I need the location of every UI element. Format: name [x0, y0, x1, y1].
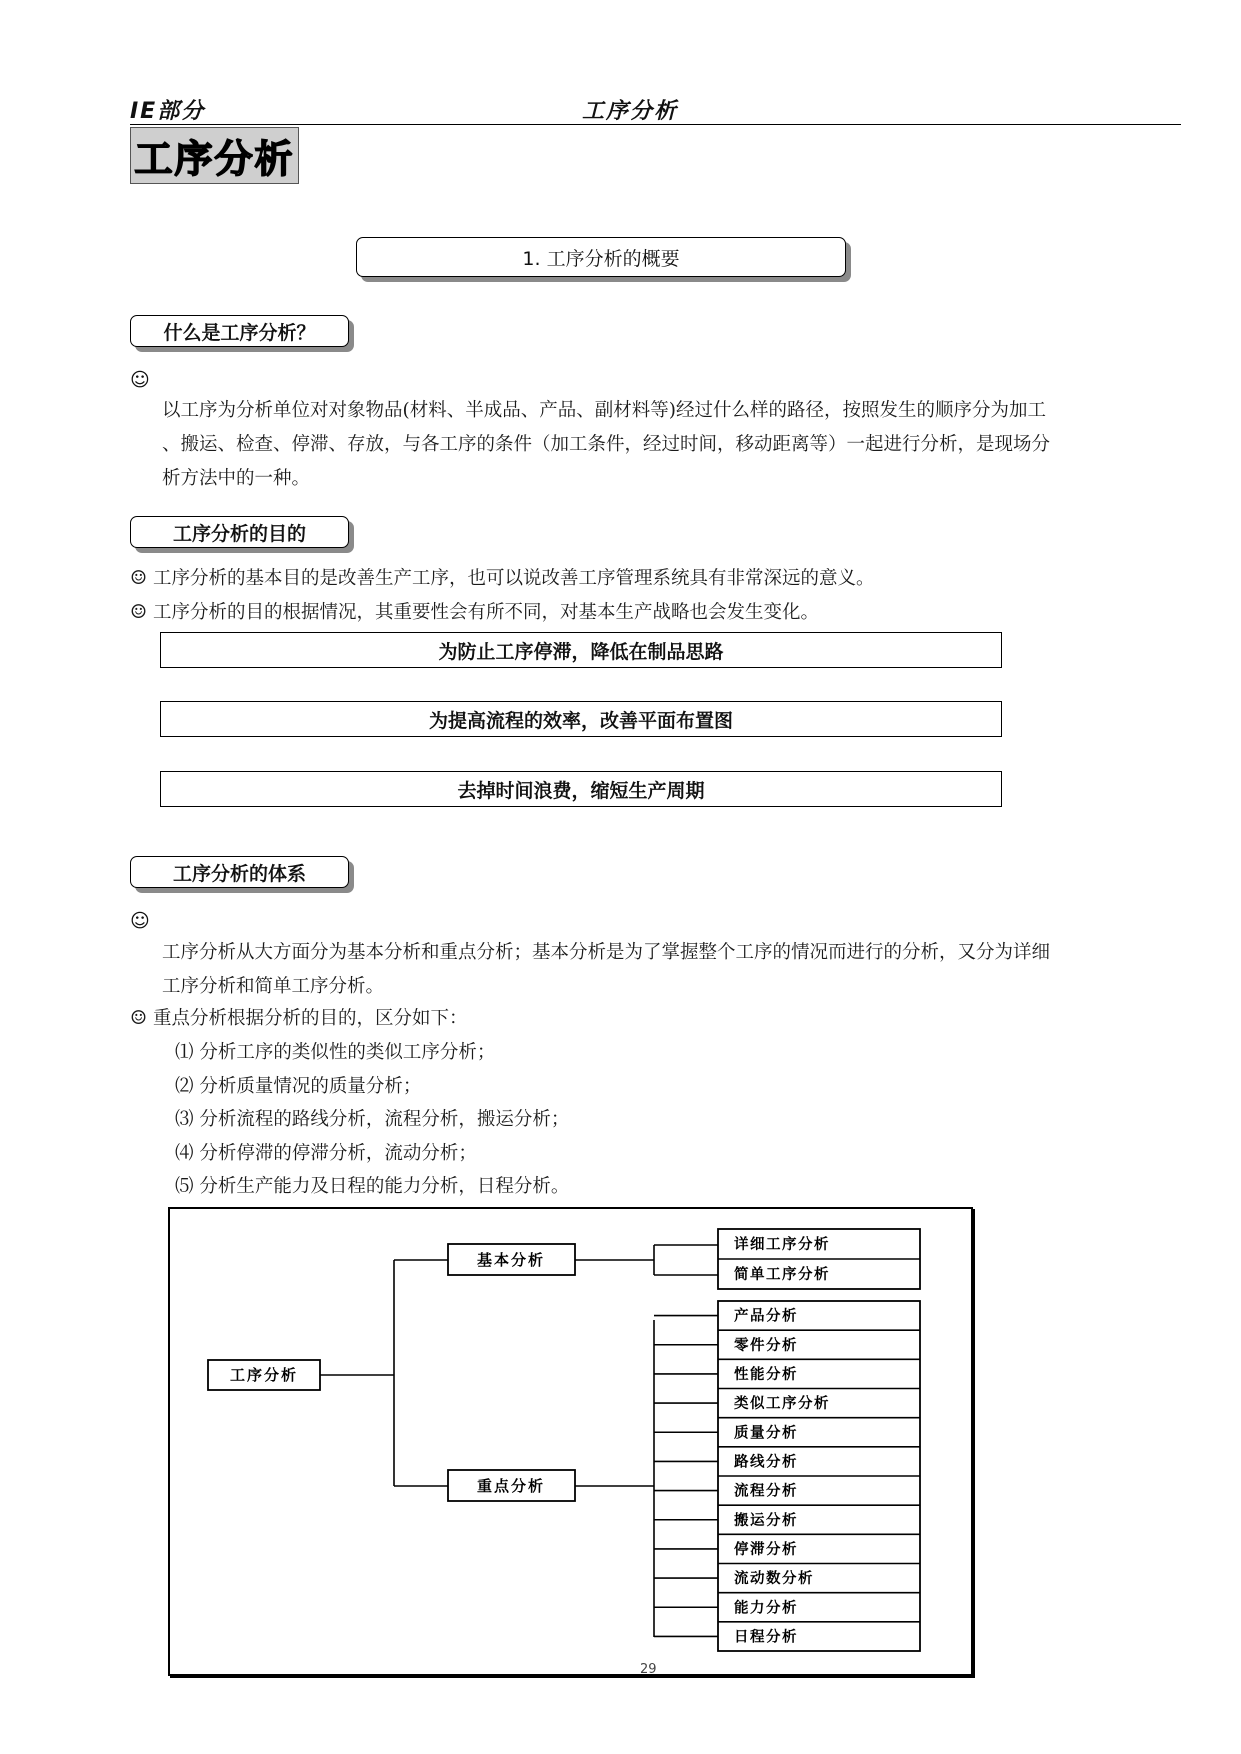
system-line: 工序分析和简单工序分析。	[162, 976, 385, 997]
system-heading-text: 工序分析的体系	[172, 862, 306, 885]
focus-child-label: 零件分析	[734, 1337, 798, 1354]
focus-child-label: 流程分析	[734, 1483, 798, 1500]
focus-child-label: 流动数分析	[734, 1571, 814, 1588]
basic-child-label: 简单工序分析	[734, 1267, 830, 1283]
smiley-icon: ☺	[130, 601, 148, 623]
focus-child-label: 质量分析	[734, 1425, 798, 1442]
system-item: ⑸ 分析生产能力及日程的能力分析，日程分析。	[175, 1176, 570, 1197]
goal-text: 去掉时间浪费，缩短生产周期	[457, 779, 705, 802]
purpose-heading-text: 工序分析的目的	[172, 522, 306, 545]
header-rule	[130, 124, 1181, 125]
section-title-text: 1. 工序分析的概要	[522, 247, 680, 270]
basic-label: 基本分析	[476, 1251, 546, 1269]
basic-child-label: 详细工序分析	[734, 1237, 830, 1253]
focus-label: 重点分析	[476, 1477, 546, 1495]
focus-child-label: 搬运分析	[734, 1512, 798, 1529]
system-item: ⑷ 分析停滞的停滞分析，流动分析；	[175, 1142, 477, 1164]
purpose-bullet	[130, 562, 1180, 596]
focus-child-label: 产品分析	[734, 1308, 798, 1325]
focus-child-label: 能力分析	[734, 1600, 798, 1617]
focus-child-label: 日程分析	[734, 1629, 798, 1646]
system-heading	[130, 856, 349, 888]
what-is-heading	[130, 315, 349, 347]
system-items	[175, 1036, 569, 1204]
what-is-line: 析方法中的一种。	[162, 468, 311, 489]
system-line: 工序分析从大方面分为基本分析和重点分析；基本分析是为了掌握整个工序的情况而进行的分析，又分为详细	[162, 942, 1051, 963]
focus-child-label: 停滞分析	[734, 1541, 798, 1558]
smiley-icon: ☺	[130, 567, 148, 589]
system-item: ⑶ 分析流程的路线分析，流程分析，搬运分析；	[175, 1109, 570, 1130]
page-number: 29	[640, 1662, 657, 1677]
header-left: IE部分	[130, 99, 206, 124]
goal-text: 为防止工序停滞，降低在制品思路	[438, 640, 724, 663]
smiley-icon: ☺	[130, 910, 150, 932]
title-block-text: 工序分析	[134, 137, 295, 181]
system-bullet-text: 重点分析根据分析的目的，区分如下：	[152, 1008, 468, 1029]
title-block	[130, 127, 299, 184]
tree-svg	[170, 1209, 971, 1674]
purpose-bullets	[130, 562, 1180, 630]
purpose-bullet	[130, 596, 1180, 630]
smiley-icon: ☺	[130, 369, 150, 391]
what-is-line: 、搬运、检查、停滞、存放，与各工序的条件（加工条件，经过时间，移动距离等）一起进行分析，是现场分	[162, 434, 1051, 455]
focus-child-label: 路线分析	[734, 1454, 798, 1471]
what-is-heading-text: 什么是工序分析？	[163, 321, 316, 344]
purpose-heading	[130, 516, 349, 548]
focus-ticks	[654, 1316, 718, 1637]
tree-labels	[230, 1251, 545, 1495]
goal-box	[160, 771, 1002, 807]
what-is-line: 以工序为分析单位对对象物品(材料、半成品、产品、副材料等)经过什么样的路径，按照发生的顺序分为加工	[162, 400, 1046, 421]
section-title	[356, 237, 846, 277]
root-label: 工序分析	[229, 1366, 299, 1384]
system-paragraph	[162, 936, 1182, 1004]
system-item: ⑴ 分析工序的类似性的类似工序分析；	[175, 1042, 496, 1063]
focus-child-label: 类似工序分析	[734, 1396, 830, 1413]
goal-box	[160, 701, 1002, 737]
tree-nodes	[208, 1229, 920, 1651]
goal-text: 为提高流程的效率，改善平面布置图	[428, 709, 733, 732]
header-center: 工序分析	[582, 99, 679, 124]
goal-box	[160, 632, 1002, 668]
system-item: ⑵ 分析质量情况的质量分析；	[175, 1075, 422, 1097]
analysis-tree-diagram	[168, 1207, 973, 1676]
smiley-icon: ☺	[130, 1007, 148, 1029]
system-bullet	[130, 1002, 1180, 1036]
purpose-bullet-text: 工序分析的基本目的是改善生产工序，也可以说改善工序管理系统具有非常深远的意义。	[152, 568, 875, 589]
purpose-bullet-text: 工序分析的目的根据情况，其重要性会有所不同，对基本生产战略也会发生变化。	[152, 602, 819, 623]
what-is-paragraph	[162, 394, 1182, 496]
focus-child-label: 性能分析	[734, 1366, 798, 1383]
